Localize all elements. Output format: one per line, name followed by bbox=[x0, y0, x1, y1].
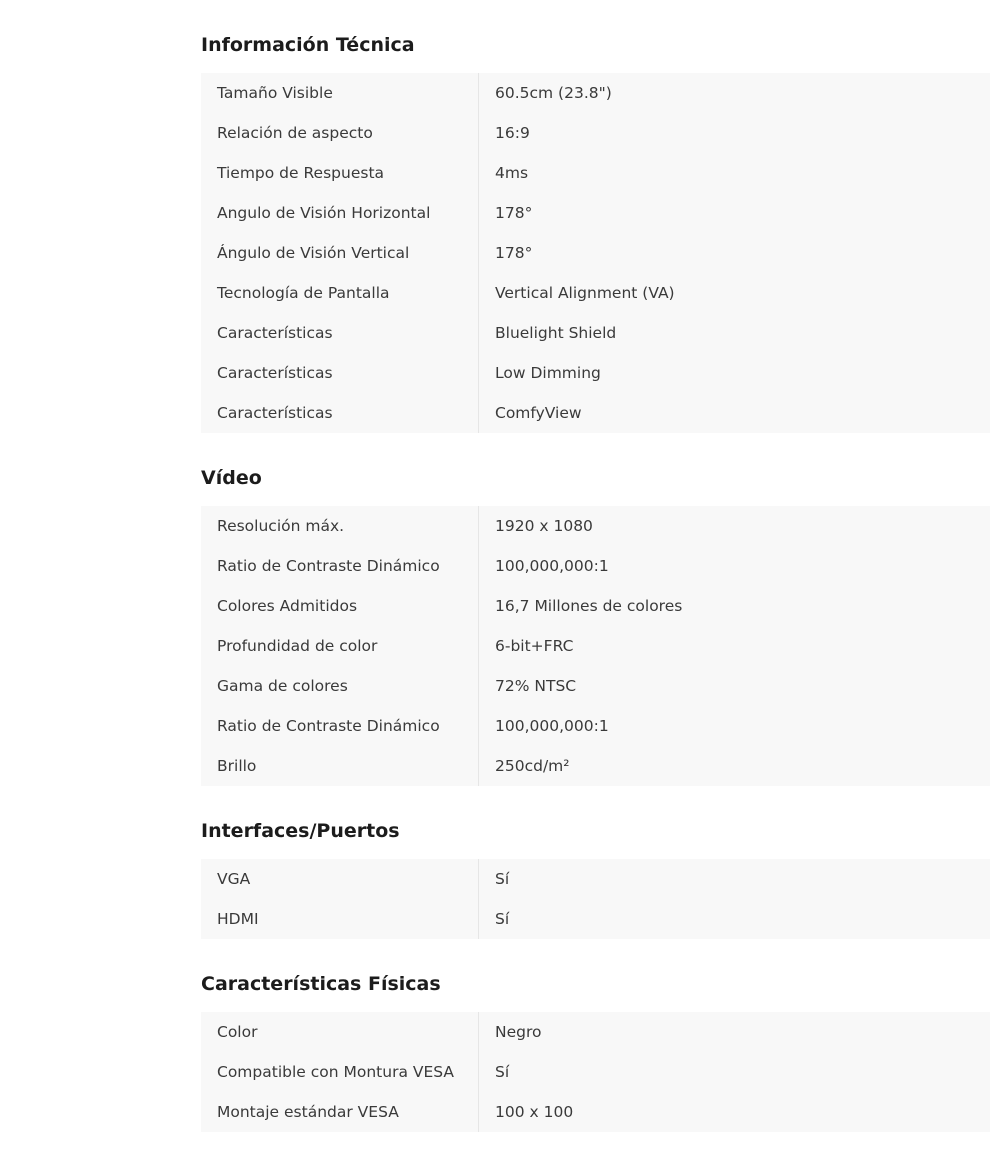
spec-row bbox=[201, 313, 990, 353]
spec-label: VGA bbox=[217, 870, 251, 888]
spec-row bbox=[201, 626, 990, 666]
spec-row bbox=[201, 746, 990, 786]
spec-row bbox=[201, 586, 990, 626]
spec-row bbox=[201, 193, 990, 233]
spec-table bbox=[201, 73, 990, 433]
spec-value: 178° bbox=[495, 204, 533, 222]
spec-row bbox=[201, 506, 990, 546]
section-title: Interfaces/Puertos bbox=[201, 820, 400, 842]
spec-value: Bluelight Shield bbox=[495, 324, 617, 342]
spec-value: 60.5cm (23.8") bbox=[495, 84, 612, 102]
spec-label: Relación de aspecto bbox=[217, 124, 373, 142]
spec-row bbox=[201, 393, 990, 433]
spec-value: Negro bbox=[495, 1023, 542, 1041]
spec-row bbox=[201, 1052, 990, 1092]
spec-label: Brillo bbox=[217, 757, 257, 775]
spec-row bbox=[201, 73, 990, 113]
spec-label: Ratio de Contraste Dinámico bbox=[217, 717, 440, 735]
spec-value: 6-bit+FRC bbox=[495, 637, 574, 655]
spec-label: Ángulo de Visión Vertical bbox=[217, 244, 410, 262]
spec-value: ComfyView bbox=[495, 404, 582, 422]
spec-label: Tecnología de Pantalla bbox=[217, 284, 390, 302]
spec-label: Características bbox=[217, 404, 333, 422]
spec-row bbox=[201, 546, 990, 586]
spec-label: Colores Admitidos bbox=[217, 597, 358, 615]
spec-label: Color bbox=[217, 1023, 258, 1041]
spec-value: 1920 x 1080 bbox=[495, 517, 593, 535]
spec-row bbox=[201, 113, 990, 153]
spec-row bbox=[201, 1092, 990, 1132]
spec-value: Sí bbox=[495, 910, 510, 928]
spec-label: Tamaño Visible bbox=[217, 84, 333, 102]
section-informacion-tecnica bbox=[201, 0, 990, 433]
spec-value: 100,000,000:1 bbox=[495, 717, 609, 735]
spec-label: Características bbox=[217, 324, 333, 342]
spec-table bbox=[201, 506, 990, 786]
spec-table bbox=[201, 859, 990, 939]
spec-value: 100,000,000:1 bbox=[495, 557, 609, 575]
spec-label: Montaje estándar VESA bbox=[217, 1103, 399, 1121]
spec-table bbox=[201, 1012, 990, 1132]
spec-label: Características bbox=[217, 364, 333, 382]
spec-label: Compatible con Montura VESA bbox=[217, 1063, 454, 1081]
spec-row bbox=[201, 153, 990, 193]
spec-value: 16,7 Millones de colores bbox=[495, 597, 683, 615]
spec-value: 72% NTSC bbox=[495, 677, 577, 695]
section-caracteristicas-fisicas bbox=[201, 939, 990, 1132]
spec-row bbox=[201, 666, 990, 706]
section-interfaces-puertos bbox=[201, 786, 990, 939]
section-title: Información Técnica bbox=[201, 34, 415, 56]
spec-label: HDMI bbox=[217, 910, 259, 928]
spec-label: Profundidad de color bbox=[217, 637, 378, 655]
spec-value: 250cd/m² bbox=[495, 757, 570, 775]
spec-label: Gama de colores bbox=[217, 677, 348, 695]
spec-row bbox=[201, 899, 990, 939]
section-title: Vídeo bbox=[201, 467, 262, 489]
section-title: Características Físicas bbox=[201, 973, 441, 995]
spec-value: Low Dimming bbox=[495, 364, 601, 382]
spec-row bbox=[201, 233, 990, 273]
spec-label: Resolución máx. bbox=[217, 517, 345, 535]
spec-row bbox=[201, 353, 990, 393]
spec-sheet bbox=[201, 0, 990, 1132]
spec-value: Sí bbox=[495, 870, 510, 888]
spec-value: 16:9 bbox=[495, 124, 530, 142]
spec-row bbox=[201, 273, 990, 313]
spec-row bbox=[201, 859, 990, 899]
spec-row bbox=[201, 706, 990, 746]
spec-value: 178° bbox=[495, 244, 533, 262]
spec-value: 4ms bbox=[495, 164, 529, 182]
spec-label: Ratio de Contraste Dinámico bbox=[217, 557, 440, 575]
spec-value: Vertical Alignment (VA) bbox=[495, 284, 675, 302]
spec-label: Angulo de Visión Horizontal bbox=[217, 204, 431, 222]
spec-value: 100 x 100 bbox=[495, 1103, 574, 1121]
spec-label: Tiempo de Respuesta bbox=[217, 164, 385, 182]
spec-value: Sí bbox=[495, 1063, 510, 1081]
section-video bbox=[201, 433, 990, 786]
spec-row bbox=[201, 1012, 990, 1052]
